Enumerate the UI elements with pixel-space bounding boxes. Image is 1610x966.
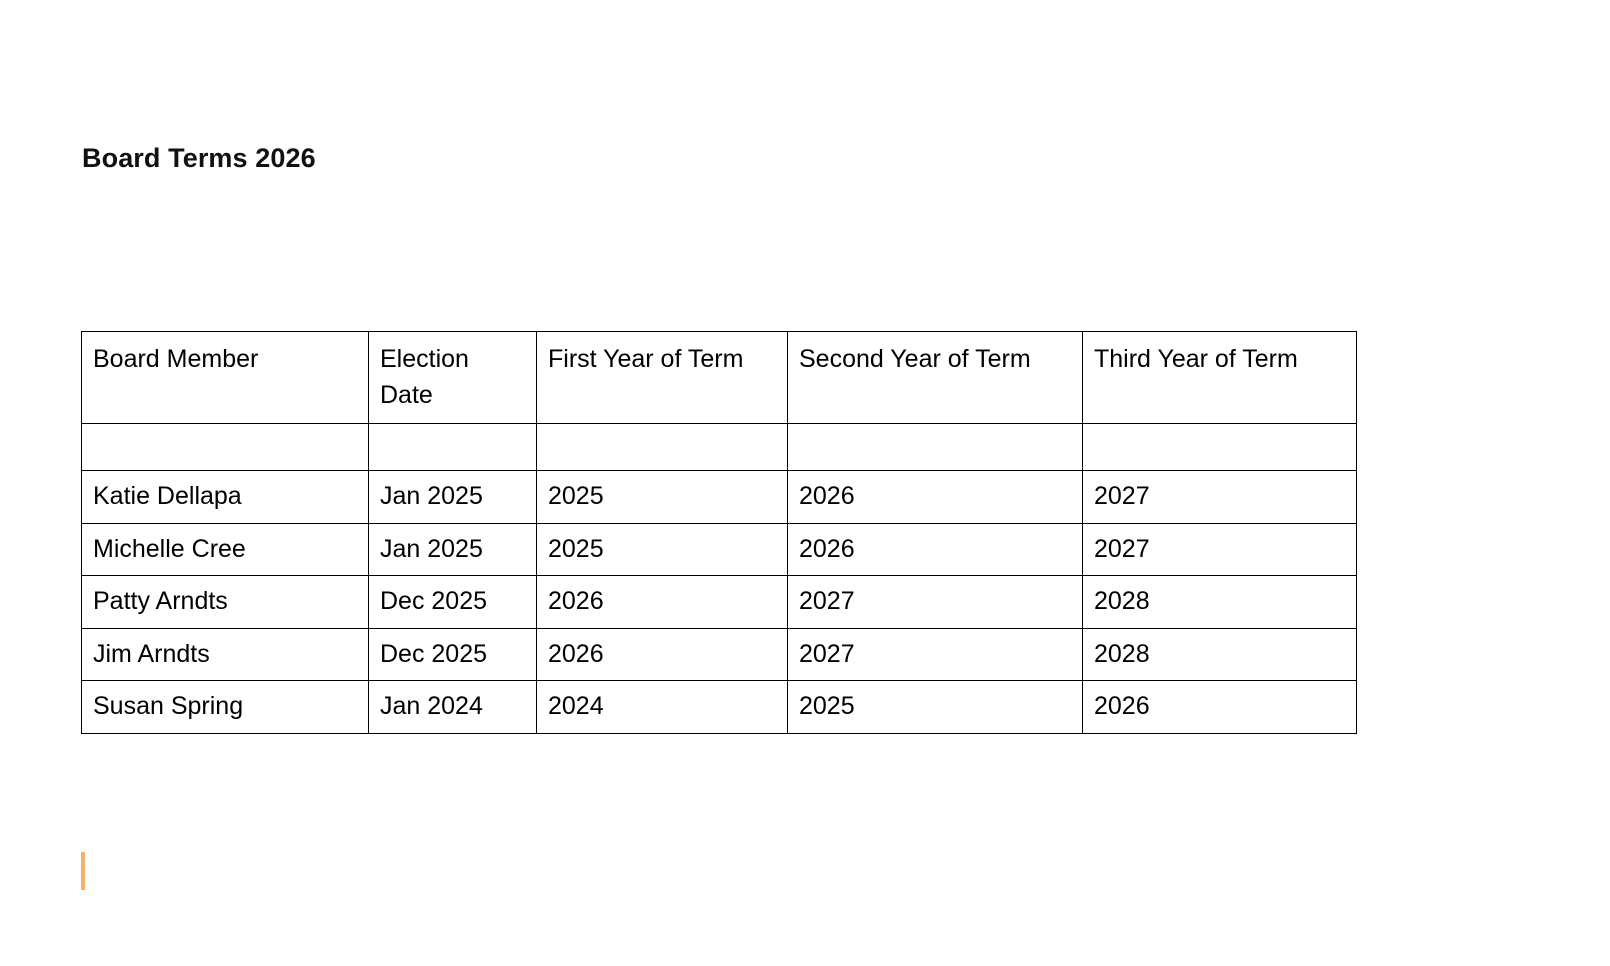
table-cell-third-year: 2026 [1083,681,1357,734]
table-cell [82,424,369,471]
table-cell-third-year: 2028 [1083,576,1357,629]
column-header-second-year: Second Year of Term [788,332,1083,424]
table-cell [1083,424,1357,471]
table-row [82,681,1357,734]
table-cell-first-year: 2025 [537,523,788,576]
table-cell-third-year: 2027 [1083,523,1357,576]
table-cell-first-year: 2026 [537,628,788,681]
table-cell-second-year: 2027 [788,576,1083,629]
table-cell-member: Patty Arndts [82,576,369,629]
table-cell-second-year: 2027 [788,628,1083,681]
table-cell-first-year: 2024 [537,681,788,734]
table-row [82,471,1357,524]
column-header-third-year: Third Year of Term [1083,332,1357,424]
table-row [82,523,1357,576]
board-terms-table [81,331,1357,734]
table-cell-second-year: 2025 [788,681,1083,734]
table-cell-member: Michelle Cree [82,523,369,576]
table-cell-election-date: Dec 2025 [369,576,537,629]
table-header-row [82,332,1357,424]
table-cell-election-date: Dec 2025 [369,628,537,681]
table-cell-second-year: 2026 [788,471,1083,524]
text-cursor [81,852,85,890]
table-spacer-row [82,424,1357,471]
table-row [82,576,1357,629]
table-cell-member: Katie Dellapa [82,471,369,524]
table-cell-election-date: Jan 2024 [369,681,537,734]
column-header-board-member: Board Member [82,332,369,424]
table-cell-election-date: Jan 2025 [369,471,537,524]
table-cell-election-date: Jan 2025 [369,523,537,576]
table-cell-member: Susan Spring [82,681,369,734]
page-title: Board Terms 2026 [82,143,316,173]
table-cell-third-year: 2028 [1083,628,1357,681]
table-cell-second-year: 2026 [788,523,1083,576]
table-cell-member: Jim Arndts [82,628,369,681]
table-cell-first-year: 2025 [537,471,788,524]
table-cell [369,424,537,471]
table-cell-third-year: 2027 [1083,471,1357,524]
column-header-election-date: Election Date [369,332,537,424]
table-cell [537,424,788,471]
table-cell-first-year: 2026 [537,576,788,629]
board-terms-table-container [81,331,1356,734]
table-cell [788,424,1083,471]
table-row [82,628,1357,681]
column-header-first-year: First Year of Term [537,332,788,424]
